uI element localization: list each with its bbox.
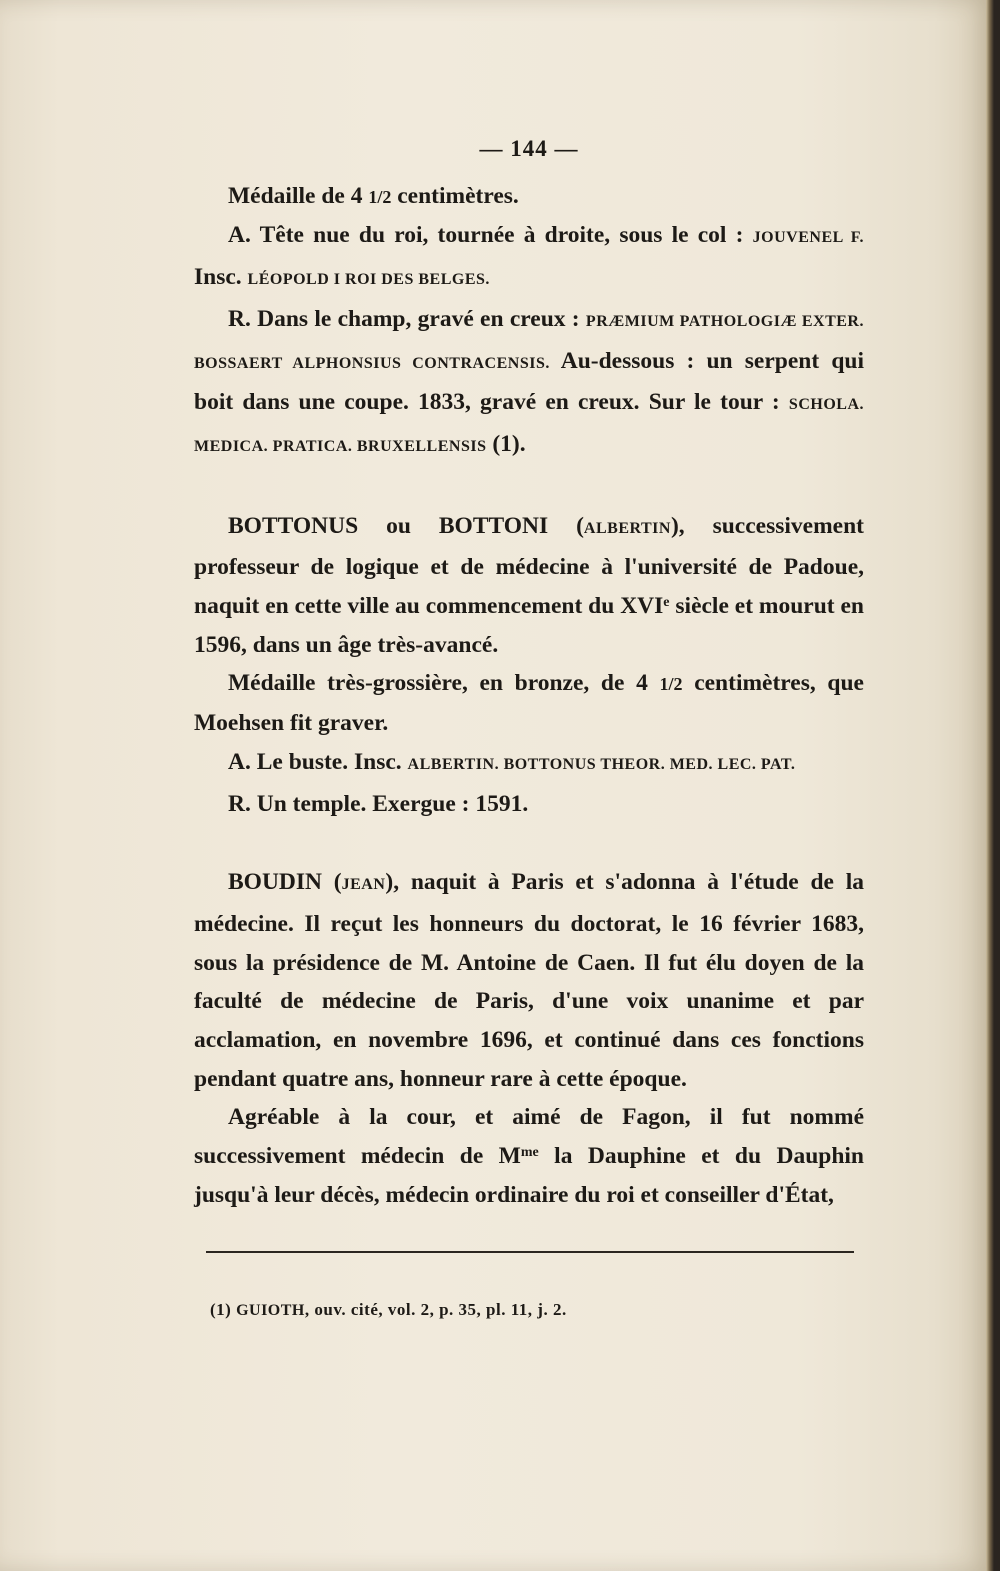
page-number: — 144 — xyxy=(479,136,579,161)
text-span: Médaille de 4 xyxy=(228,182,369,209)
paragraph-court xyxy=(194,1098,864,1214)
paragraph-reverse xyxy=(194,300,864,467)
small-caps: JOUVENEL F. xyxy=(752,229,865,247)
spacer xyxy=(194,823,864,863)
footnote-rule xyxy=(206,1251,854,1253)
paragraph-boudin xyxy=(194,863,864,1098)
small-caps: SCHOLA. MEDICA. PRATICA. BRUXELLENSIS xyxy=(194,396,864,455)
paragraph-bust xyxy=(194,743,864,785)
footnote-mark: (1) xyxy=(210,1300,237,1319)
text-span: (1). xyxy=(486,430,526,457)
fraction: 1/2 xyxy=(368,186,392,207)
text-span: BOTTONUS ou BOTTONI ( xyxy=(228,512,584,539)
paragraph-medal-bronze xyxy=(194,664,864,742)
text-span: siècle et mourut en 1596, dans un âge très-avancé. xyxy=(194,593,864,658)
text-span: BOUDIN ( xyxy=(228,869,342,896)
footnote-author: GUIOTH xyxy=(236,1302,305,1319)
text-span: ), naquit à Paris et s'adonna à l'étude de la médecine. Il reçut les honneurs du doctorat, le 16 février 1683, sous la présidence de M. Antoine de Caen. Il fut élu doyen de la faculté de médecine de Paris, d'une voix unanime et par acclamation, en novembre 1696, et continué dans ces fonctions pendant quatre ans, honneur rare à cette époque. xyxy=(194,869,865,1092)
small-caps: ALBERTIN xyxy=(583,519,671,537)
small-caps: JEAN xyxy=(341,876,386,894)
text-span: A. Le buste. Insc. xyxy=(228,748,408,775)
paragraph-medal-size xyxy=(194,177,864,217)
text-span: Agréable à la cour, et aimé de Fagon, il fut nommé successivement médecin de M xyxy=(194,1104,864,1170)
page-text xyxy=(194,130,864,1215)
small-caps: LÉOPOLD I ROI DES BELGES. xyxy=(247,271,490,289)
text-span: centimètres. xyxy=(391,182,519,209)
text-span: centimètres, que Moehsen fit graver. xyxy=(194,670,864,737)
superscript: e xyxy=(663,595,670,611)
text-span: A. Tête nue du roi, tournée à droite, sous le col : xyxy=(228,222,753,249)
paragraph-bottonus xyxy=(194,507,864,665)
small-caps: ALBERTIN. BOTTONUS THEOR. MED. LEC. PAT. xyxy=(407,755,796,773)
text-span: Au-dessous : un serpent qui boit dans une coupe. 1833, gravé en creux. Sur le tour : xyxy=(194,347,864,416)
paragraph-obverse xyxy=(194,216,864,299)
page-edge xyxy=(986,0,994,1571)
text-span: Médaille très-grossière, en bronze, de 4 xyxy=(228,670,660,697)
spacer xyxy=(194,467,864,507)
small-caps: PRÆMIUM PATHOLOGIÆ EXTER. BOSSAERT ALPHONSIUS CONTRACENSIS. xyxy=(194,312,864,372)
text-span: la Dauphine et du Dauphin jusqu'à leur décès, médecin ordinaire du roi et conseiller d'État, xyxy=(194,1143,864,1208)
footnote xyxy=(210,1300,850,1320)
fraction: 1/2 xyxy=(659,674,683,695)
text-span: Insc. xyxy=(194,264,248,291)
text-span: R. Dans le champ, gravé en creux : xyxy=(228,305,586,332)
footnote-text: , ouv. cité, vol. 2, p. 35, pl. 11, j. 2. xyxy=(304,1300,567,1319)
text-span: ), successivement professeur de logique et de médecine à l'université de Padoue, naquit en cette ville au commencement du XVI xyxy=(194,512,864,620)
paragraph-temple: R. Un temple. Exergue : 1591. xyxy=(228,790,529,817)
superscript: me xyxy=(520,1145,539,1161)
